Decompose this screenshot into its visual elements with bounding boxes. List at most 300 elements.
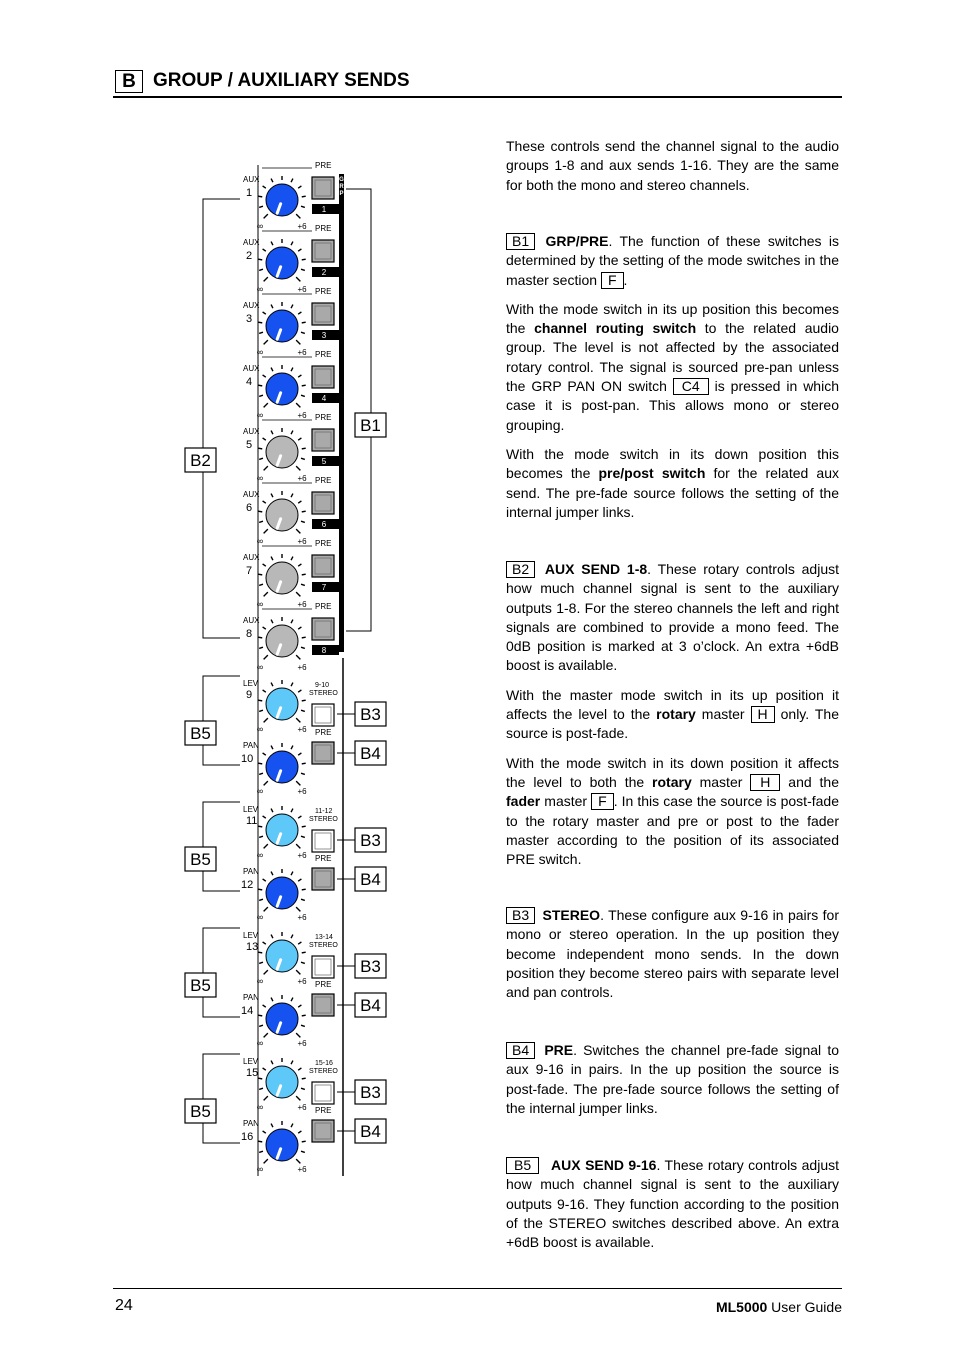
scale-max-label: +6	[297, 977, 307, 986]
scale-max-label: +6	[297, 787, 307, 796]
aux-10-pan-knob-tick	[302, 763, 306, 764]
aux-number: 5	[246, 439, 253, 451]
b1-p3-text-2: for the related aux send. The pre-fade source follows the setting of the internal jumper links.	[506, 465, 839, 520]
aux-11-level-knob-tick	[296, 844, 300, 848]
aux-10-pan-knob-tick	[271, 746, 273, 750]
aux-1-knob-tick	[258, 196, 262, 197]
aux-14-pan-knob-tick	[264, 1033, 268, 1037]
aux-4-knob-tick	[301, 395, 305, 396]
section-letter: B	[115, 70, 143, 93]
aux-7-knob-tick	[259, 584, 263, 585]
b4-callout-label: B4	[360, 870, 381, 889]
aux-2-knob-tick	[263, 249, 266, 251]
pan-label: PAN	[243, 867, 259, 876]
aux-3-knob-tick	[298, 312, 301, 314]
lev-number: 13	[246, 941, 259, 953]
aux-7-knob-tick	[291, 557, 293, 561]
lev-label: LEV	[243, 679, 259, 688]
aux-12-pan-knob-tick	[291, 872, 293, 876]
pan-number: 14	[241, 1005, 254, 1017]
b2-p2-text-3: only. The source is post-fade.	[506, 706, 839, 742]
aux-9-level-knob-tick	[263, 690, 266, 692]
grp-letter: R	[339, 184, 344, 190]
aux-3-knob-tick	[271, 305, 273, 309]
aux-8-knob-tick	[258, 637, 262, 638]
aux-3-knob-tick	[258, 322, 262, 323]
grp-number: 4	[321, 394, 327, 403]
aux-14-pan-knob	[266, 1003, 298, 1035]
b1-paragraph-1	[506, 232, 839, 290]
aux-1-knob-tick	[296, 214, 300, 218]
b4-title: PRE	[544, 1042, 574, 1058]
aux-10-pan-knob-tick	[291, 746, 293, 750]
b5-callout-label: B5	[190, 1102, 211, 1121]
pre-label: PRE	[315, 980, 332, 989]
aux-label: AUX	[243, 175, 260, 184]
page-number: 24	[115, 1297, 133, 1314]
scale-max-label: +6	[297, 537, 307, 546]
pre-label: PRE	[315, 287, 332, 296]
aux-16-pan-knob-tick	[301, 1151, 305, 1152]
aux-7-knob-tick	[302, 574, 306, 575]
aux-3-knob-tick	[264, 340, 268, 344]
aux-7-knob-tick	[263, 564, 266, 566]
aux-5-knob-tick	[291, 431, 293, 435]
pre-label: PRE	[315, 413, 332, 422]
aux-13-level-knob-tick	[298, 942, 301, 944]
b3-ref: B3	[506, 907, 535, 924]
aux-15-level-knob-tick	[258, 1078, 262, 1079]
scale-max-label: +6	[297, 1039, 307, 1048]
aux-8-knob-tick	[302, 637, 306, 638]
stereo-label: STEREO	[309, 1068, 338, 1075]
b5-section	[506, 1156, 839, 1252]
aux-3-knob-tick	[259, 332, 263, 333]
scale-max-label: +6	[297, 600, 307, 609]
stereo-pair-label: 15-16	[315, 1060, 333, 1067]
b2-p3-bold-1: rotary	[652, 773, 692, 790]
page-footer	[113, 1288, 842, 1315]
aux-label: AUX	[243, 427, 260, 436]
scale-min-label: ∞	[256, 347, 264, 357]
aux-10-pan-knob-tick	[264, 781, 268, 785]
aux-7-knob-tick	[301, 584, 305, 585]
b5-ref: B5	[506, 1157, 539, 1174]
aux-1-knob-tick	[302, 196, 306, 197]
scale-min-label: ∞	[256, 1102, 264, 1112]
aux-3-knob	[266, 310, 298, 342]
aux-6-knob-tick	[291, 494, 293, 498]
aux-3-knob-tick	[291, 305, 293, 309]
aux-9-level-knob-tick	[298, 690, 301, 692]
b1-section	[506, 232, 839, 522]
aux-11-level-knob	[266, 814, 298, 846]
b1-p3-bold: pre/post switch	[598, 465, 706, 482]
aux-2-knob-tick	[291, 242, 293, 246]
aux-13-level-knob-tick	[264, 970, 268, 974]
aux-5-knob-tick	[296, 466, 300, 470]
document-title	[716, 1299, 842, 1315]
scale-max-label: +6	[297, 663, 307, 672]
aux-7-knob	[266, 562, 298, 594]
aux-6-knob-tick	[271, 494, 273, 498]
grp-number: 8	[321, 646, 327, 655]
scale-max-label: +6	[297, 1103, 307, 1112]
aux-16-pan-knob	[266, 1129, 298, 1161]
aux-12-pan-knob-tick	[259, 899, 263, 900]
aux-6-knob-tick	[301, 521, 305, 522]
scale-max-label: +6	[297, 851, 307, 860]
pre-label: PRE	[315, 1106, 332, 1115]
aux-12-pan-knob-tick	[298, 879, 301, 881]
scale-max-label: +6	[297, 1165, 307, 1174]
b2-callout-label: B2	[190, 451, 211, 470]
aux-9-level-knob-tick	[301, 710, 305, 711]
aux-4-knob-tick	[291, 368, 293, 372]
scale-max-label: +6	[297, 725, 307, 734]
aux-11-level-knob-tick	[258, 826, 262, 827]
aux-12-pan-knob-tick	[264, 907, 268, 911]
aux-11-level-knob-tick	[264, 844, 268, 848]
grp-strip	[339, 174, 344, 652]
ref-h: H	[751, 706, 775, 723]
aux-14-pan-knob-tick	[298, 1005, 301, 1007]
b2-paragraph-1	[506, 560, 839, 676]
aux-2-knob-tick	[296, 277, 300, 281]
b2-p3-text-3: and the	[780, 773, 839, 790]
aux-6-knob-tick	[263, 501, 266, 503]
b5-paragraph	[506, 1156, 839, 1252]
b3-title: STEREO	[542, 907, 601, 923]
aux-12-pan-knob-tick	[263, 879, 266, 881]
scale-max-label: +6	[297, 348, 307, 357]
aux-11-level-knob-tick	[301, 836, 305, 837]
aux-9-level-knob-tick	[258, 700, 262, 701]
aux-5-knob-tick	[258, 448, 262, 449]
aux-1-knob-tick	[263, 186, 266, 188]
aux-13-level-knob-tick	[296, 970, 300, 974]
aux-2-knob-tick	[258, 259, 262, 260]
scale-min-label: ∞	[256, 724, 264, 734]
aux-15-level-knob-tick	[301, 1088, 305, 1089]
b1-p3-text: With the mode switch in its down position this becomes the	[506, 445, 839, 482]
b1-bracket	[346, 189, 371, 631]
aux-4-knob-tick	[264, 403, 268, 407]
stereo-label: STEREO	[309, 690, 338, 697]
b2-p2-text: With the master mode switch in its up position it affects the level to the	[506, 686, 839, 723]
aux-number: 6	[246, 502, 253, 514]
aux-16-pan-knob-tick	[263, 1131, 266, 1133]
b1-p2-text: With the mode switch in its up position this becomes the	[506, 300, 839, 337]
aux-12-pan-knob-tick	[302, 889, 306, 890]
b1-callout-label: B1	[360, 416, 381, 435]
aux-14-pan-knob-tick	[259, 1025, 263, 1026]
pre-label: PRE	[315, 161, 332, 170]
aux-5-knob	[266, 436, 298, 468]
aux-11-level-knob-tick	[302, 826, 306, 827]
pan-number: 12	[241, 879, 254, 891]
scale-min-label: ∞	[256, 1038, 264, 1048]
aux-14-pan-knob-tick	[301, 1025, 305, 1026]
aux-4-knob-tick	[259, 395, 263, 396]
b1-p2-text-3: is pressed in which case it is post-pan. This allows mono or stereo grouping.	[506, 378, 839, 433]
aux-16-pan-knob-tick	[291, 1124, 293, 1128]
aux-number: 2	[246, 250, 253, 262]
b2-p3-text: With the mode switch in its down position it affects the level to both the	[506, 754, 839, 790]
aux-9-level-knob-tick	[296, 718, 300, 722]
aux-number: 3	[246, 313, 253, 325]
pan-label: PAN	[243, 993, 259, 1002]
b2-p2-text-2: master	[695, 706, 751, 723]
aux-4-knob-tick	[296, 403, 300, 407]
aux-6-knob-tick	[259, 521, 263, 522]
aux-16-pan-knob-tick	[302, 1141, 306, 1142]
aux-12-pan-knob-tick	[271, 872, 273, 876]
b5-title: AUX SEND 9-16	[551, 1157, 657, 1173]
aux-9-level-knob-tick	[291, 683, 293, 687]
aux-4-knob-tick	[298, 375, 301, 377]
aux-1-knob	[266, 184, 298, 216]
scale-min-label: ∞	[256, 473, 264, 483]
b3-paragraph	[506, 906, 839, 1002]
b2-section	[506, 560, 839, 869]
aux-12-pan-knob-tick	[301, 899, 305, 900]
aux-7-knob-tick	[298, 564, 301, 566]
aux-1-knob-tick	[271, 179, 273, 183]
aux-15-level-knob-tick	[296, 1096, 300, 1100]
product-name: ML5000	[715, 1299, 768, 1315]
pan-label: PAN	[243, 741, 259, 750]
aux-6-knob	[266, 499, 298, 531]
aux-4-knob-tick	[258, 385, 262, 386]
stereo-pair-label: 9-10	[315, 682, 330, 689]
pan-label: PAN	[243, 1119, 259, 1128]
aux-number: 8	[246, 628, 253, 640]
pre-label: PRE	[315, 224, 332, 233]
aux-13-level-knob-tick	[302, 952, 306, 953]
aux-5-knob-tick	[301, 458, 305, 459]
scale-min-label: ∞	[256, 912, 264, 922]
aux-11-level-knob-tick	[298, 816, 301, 818]
b1-text: . The function of these switches is determined by the setting of the mode switches in the master section	[506, 233, 839, 288]
b2-text: . These rotary controls adjust how much channel signal is sent to the auxiliary outputs 1-8. For the stereo channels the left and right signals are combined to provide a mono feed. The 0dB position is marked at 3 o’clock. An extra +6dB boost is available.	[506, 561, 839, 674]
b3-callout-label: B3	[360, 1083, 381, 1102]
b2-p3-text-4: master	[540, 793, 592, 810]
b5-callout-label: B5	[190, 724, 211, 743]
b5-callout-label: B5	[190, 850, 211, 869]
aux-9-level-knob-tick	[271, 683, 273, 687]
scale-min-label: ∞	[256, 536, 264, 546]
aux-6-knob-tick	[258, 511, 262, 512]
pre-label: PRE	[315, 602, 332, 611]
aux-number: 4	[246, 376, 253, 388]
scale-max-label: +6	[297, 474, 307, 483]
aux-3-knob-tick	[301, 332, 305, 333]
aux-11-level-knob-tick	[263, 816, 266, 818]
aux-2-knob-tick	[264, 277, 268, 281]
aux-9-level-knob-tick	[259, 710, 263, 711]
aux-8-knob-tick	[291, 620, 293, 624]
b2-paragraph-2	[506, 686, 839, 744]
aux-8-knob-tick	[259, 647, 263, 648]
b4-callout-label: B4	[360, 996, 381, 1015]
aux-15-level-knob-tick	[302, 1078, 306, 1079]
aux-10-pan-knob-tick	[296, 781, 300, 785]
b3-callout-label: B3	[360, 831, 381, 850]
document-name: User Guide	[767, 1299, 842, 1315]
aux-15-level-knob-tick	[271, 1061, 273, 1065]
aux-16-pan-knob-tick	[264, 1159, 268, 1163]
b2-p2-bold: rotary	[656, 706, 696, 723]
stereo-label: STEREO	[309, 942, 338, 949]
aux-15-level-knob	[266, 1066, 298, 1098]
b4-callout-label: B4	[360, 1122, 381, 1141]
aux-5-knob-tick	[298, 438, 301, 440]
aux-13-level-knob-tick	[291, 935, 293, 939]
pre-label: PRE	[315, 476, 332, 485]
scale-min-label: ∞	[256, 786, 264, 796]
b2-p3-text-5: . In this case the source is post-fade to the rotary master and pre or post to the fader master according to the position of its associated PRE switch.	[506, 793, 839, 868]
aux-14-pan-knob-tick	[296, 1033, 300, 1037]
aux-14-pan-knob-tick	[263, 1005, 266, 1007]
b4-ref: B4	[506, 1042, 535, 1059]
stereo-label: STEREO	[309, 816, 338, 823]
aux-10-pan-knob-tick	[298, 753, 301, 755]
b2-p3-text-2: master	[691, 773, 751, 790]
aux-7-knob-tick	[271, 557, 273, 561]
b3-text: . These configure aux 9-16 in pairs for mono or stereo operation. In the up position they become independent mono sends. In the down position they become stereo pairs with separate level and pan controls.	[506, 907, 839, 1001]
section-title: GROUP / AUXILIARY SENDS	[153, 70, 410, 91]
scale-min-label: ∞	[256, 976, 264, 986]
aux-3-knob-tick	[263, 312, 266, 314]
aux-10-pan-knob-tick	[259, 773, 263, 774]
grp-number: 5	[321, 457, 327, 466]
aux-5-knob-tick	[302, 448, 306, 449]
aux-13-level-knob-tick	[259, 962, 263, 963]
aux-7-knob-tick	[258, 574, 262, 575]
aux-14-pan-knob-tick	[291, 998, 293, 1002]
grp-letter: G	[339, 177, 344, 183]
aux-8-knob-tick	[296, 655, 300, 659]
b1-title: GRP/PRE	[545, 233, 609, 249]
aux-8-knob-tick	[264, 655, 268, 659]
b2-paragraph-3	[506, 754, 839, 870]
intro-text: These controls send the channel signal to the audio groups 1-8 and aux sends 1-16. They are the same for both the mono and stereo channels.	[506, 138, 839, 193]
aux-13-level-knob-tick	[301, 962, 305, 963]
aux-12-pan-knob-tick	[258, 889, 262, 890]
aux-10-pan-knob-tick	[301, 773, 305, 774]
scale-min-label: ∞	[256, 599, 264, 609]
aux-4-knob	[266, 373, 298, 405]
aux-12-pan-knob	[266, 877, 298, 909]
aux-16-pan-knob-tick	[296, 1159, 300, 1163]
aux-2-knob-tick	[259, 269, 263, 270]
pre-label: PRE	[315, 539, 332, 548]
scale-min-label: ∞	[256, 410, 264, 420]
b1-p2-bold: channel routing switch	[534, 320, 697, 337]
pre-label: PRE	[315, 728, 332, 737]
b3-callout-label: B3	[360, 957, 381, 976]
b1-paragraph-3	[506, 445, 839, 522]
scale-max-label: +6	[297, 285, 307, 294]
aux-2-knob-tick	[298, 249, 301, 251]
b1-p2-text-2: to the related audio group. The level is not affected by the associated rotary control. The signal is sourced pre-pan unless the GRP PAN ON switch	[506, 320, 839, 395]
aux-8-knob-tick	[263, 627, 266, 629]
aux-14-pan-knob-tick	[271, 998, 273, 1002]
lev-label: LEV	[243, 805, 259, 814]
pre-label: PRE	[315, 854, 332, 863]
scale-max-label: +6	[297, 411, 307, 420]
aux-5-knob-tick	[264, 466, 268, 470]
aux-10-pan-knob-tick	[258, 763, 262, 764]
b4-text: . Switches the channel pre-fade signal to aux 9-16 in pairs. In the up position the source is post-fade. The pre-fade source follows the setting of the internal jumper links.	[506, 1042, 840, 1116]
b5-text: . These rotary controls adjust how much channel signal is sent to the auxiliary outputs 9-16. They function according to the position of the STEREO switches described above. An extra +6dB boost is available.	[506, 1157, 839, 1251]
aux-13-level-knob-tick	[263, 942, 266, 944]
aux-6-knob-tick	[264, 529, 268, 533]
aux-6-knob-tick	[298, 501, 301, 503]
aux-5-knob-tick	[271, 431, 273, 435]
grp-number: 2	[321, 268, 327, 277]
aux-13-level-knob-tick	[258, 952, 262, 953]
aux-number: 1	[246, 187, 253, 199]
pan-number: 16	[241, 1131, 254, 1143]
b1-text-end: .	[623, 271, 628, 288]
aux-1-knob-tick	[291, 179, 293, 183]
aux-12-pan-knob-tick	[296, 907, 300, 911]
aux-3-knob-tick	[296, 340, 300, 344]
channel-strip-diagram	[0, 0, 500, 1200]
aux-11-level-knob-tick	[271, 809, 273, 813]
grp-number: 7	[321, 583, 327, 592]
pan-number: 10	[241, 753, 254, 765]
aux-16-pan-knob-tick	[259, 1151, 263, 1152]
scale-min-label: ∞	[256, 662, 264, 672]
scale-max-label: +6	[297, 913, 307, 922]
aux-11-level-knob-tick	[291, 809, 293, 813]
aux-16-pan-knob-tick	[258, 1141, 262, 1142]
aux-16-pan-knob-tick	[298, 1131, 301, 1133]
grp-number: 1	[321, 205, 327, 214]
b3-callout-label: B3	[360, 705, 381, 724]
aux-label: AUX	[243, 490, 260, 499]
scale-min-label: ∞	[256, 1164, 264, 1174]
aux-8-knob-tick	[271, 620, 273, 624]
aux-8-knob-tick	[301, 647, 305, 648]
ref-c4: C4	[673, 378, 709, 395]
aux-13-level-knob-tick	[271, 935, 273, 939]
aux-1-knob-tick	[264, 214, 268, 218]
aux-16-pan-knob-tick	[271, 1124, 273, 1128]
lev-label: LEV	[243, 1057, 259, 1066]
lev-label: LEV	[243, 931, 259, 940]
pre-label: PRE	[315, 350, 332, 359]
aux-14-pan-knob-tick	[258, 1015, 262, 1016]
ref-f: F	[601, 272, 624, 289]
aux-9-level-knob-tick	[264, 718, 268, 722]
aux-2-knob-tick	[271, 242, 273, 246]
aux-number: 7	[246, 565, 253, 577]
aux-label: AUX	[243, 616, 260, 625]
aux-14-pan-knob-tick	[302, 1015, 306, 1016]
scale-max-label: +6	[297, 222, 307, 231]
stereo-pair-label: 13-14	[315, 934, 333, 941]
aux-9-level-knob-tick	[302, 700, 306, 701]
aux-15-level-knob-tick	[298, 1068, 301, 1070]
aux-15-level-knob-tick	[263, 1068, 266, 1070]
aux-8-knob-tick	[298, 627, 301, 629]
aux-2-knob-tick	[302, 259, 306, 260]
scale-min-label: ∞	[256, 284, 264, 294]
